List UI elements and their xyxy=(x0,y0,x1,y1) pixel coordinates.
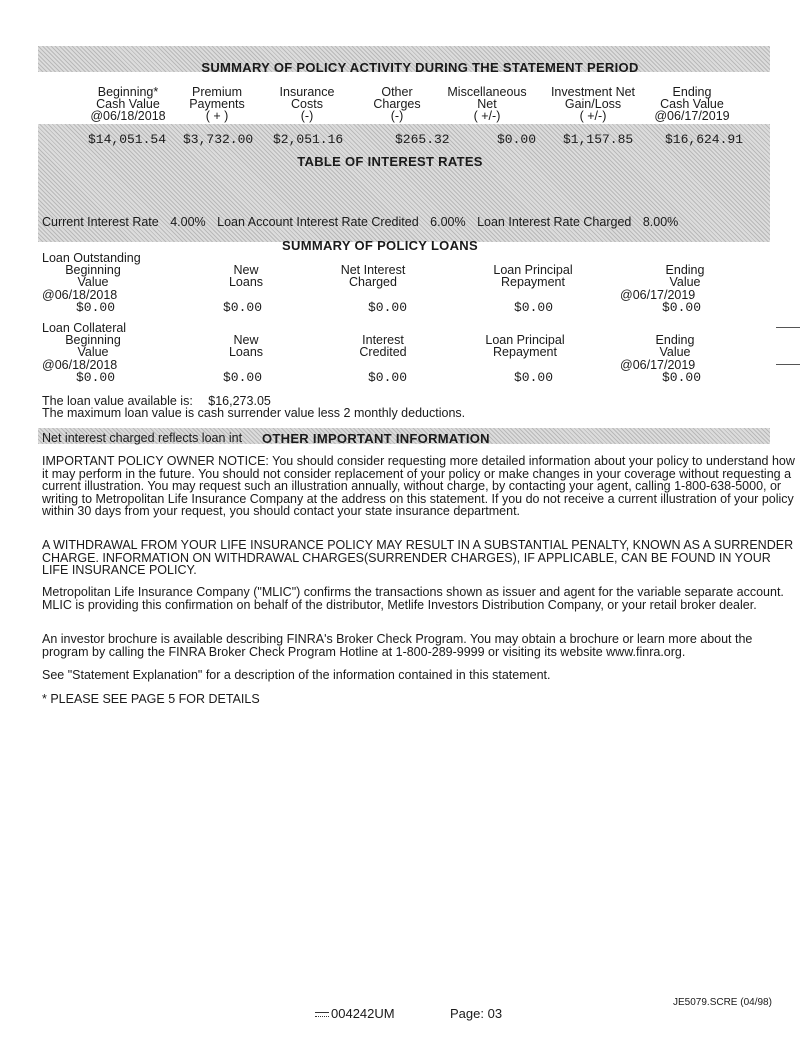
policy-loans-title: SUMMARY OF POLICY LOANS xyxy=(282,238,478,253)
activity-value-beginning: $14,051.54 xyxy=(88,132,167,147)
activity-col-misc: Miscellaneous Net ( +/-) xyxy=(447,85,527,123)
outstanding-ending-header: Ending Value xyxy=(665,263,705,289)
collateral-ending-value: $0.00 xyxy=(662,370,702,385)
collateral-repay-value: $0.00 xyxy=(514,370,554,385)
loan-value-amount: $16,273.05 xyxy=(208,394,271,408)
scan-mark xyxy=(776,364,800,365)
policy-activity-title: SUMMARY OF POLICY ACTIVITY DURING THE STATEMENT PERIOD xyxy=(201,60,639,75)
outstanding-net-value: $0.00 xyxy=(368,300,408,315)
doc-id-line xyxy=(315,1006,395,1021)
policy-owner-notice: IMPORTANT POLICY OWNER NOTICE: You should consider requesting more detailed information about your policy to understand how it may perform in the future. You should not consider replacement of your policy or make changes in your coverage without requesting a current illustration. You may request such an illustration annually, without charge, by contacting your agent, calling 1-800-638-5000, or writing to Metropolitan Life Insurance Company at the address on this statement. If you do not receive a current illustration of your policy within 30 days from your request, you should contact your state insurance department. xyxy=(42,454,795,518)
activity-value-premium: $3,732.00 xyxy=(183,132,254,147)
mlic-confirmation: Metropolitan Life Insurance Company ("MLIC") confirms the transactions shown as issuer and agent for the variable separate account. MLIC is providing this confirmation on behalf of the distributor, Metlife Investors Distribution Company, or your retail broker dealer. xyxy=(42,585,784,612)
outstanding-repay-value: $0.00 xyxy=(514,300,554,315)
charged-rate-value: 8.00% xyxy=(642,215,679,229)
current-rate-value: 4.00% xyxy=(170,215,206,229)
finra-brochure: An investor brochure is available describing FINRA's Broker Check Program. You may obtain a brochure or learn more about the program by calling the FINRA Broker Check Program Hotline at 1-800-289-9999 or visiting its website www.finra.org. xyxy=(42,632,753,659)
activity-col-ending: Ending Cash Value @06/17/2019 xyxy=(654,85,730,123)
scan-mark xyxy=(776,327,800,328)
collateral-new-header: New Loans xyxy=(228,333,264,359)
collateral-beginning-date: @06/18/2018 xyxy=(42,358,118,372)
loan-outstanding-label: Loan Outstanding xyxy=(42,251,141,265)
activity-col-investment: Investment Net Gain/Loss ( +/-) xyxy=(550,85,636,123)
interest-rates-title: TABLE OF INTEREST RATES xyxy=(297,154,483,169)
activity-value-investment: $1,157.85 xyxy=(563,132,634,147)
credited-rate-label: Loan Account Interest Rate Credited xyxy=(217,215,419,229)
loan-value-label: The loan value available is: xyxy=(42,394,193,408)
loan-collateral-label: Loan Collateral xyxy=(42,321,127,335)
activity-value-misc: $0.00 xyxy=(497,132,537,147)
outstanding-repay-header: Loan Principal Repayment xyxy=(493,263,573,289)
net-interest-note: Net interest charged reflects loan int xyxy=(42,431,243,445)
activity-col-beginning: Beginning* Cash Value @06/18/2018 xyxy=(90,85,166,123)
outstanding-new-value: $0.00 xyxy=(223,300,263,315)
outstanding-new-header: New Loans xyxy=(228,263,264,289)
max-loan-note: The maximum loan value is cash surrender value less 2 monthly deductions. xyxy=(42,406,466,420)
outstanding-beginning-value: $0.00 xyxy=(76,300,116,315)
other-info-title: OTHER IMPORTANT INFORMATION xyxy=(262,431,490,446)
doc-id: 004242UM xyxy=(331,1006,395,1021)
current-rate-label: Current Interest Rate xyxy=(42,215,159,229)
activity-col-premium: Premium Payments ( + ) xyxy=(189,85,245,123)
collateral-interest-value: $0.00 xyxy=(368,370,408,385)
activity-value-other: $265.32 xyxy=(395,132,450,147)
collateral-new-value: $0.00 xyxy=(223,370,263,385)
collateral-repay-header: Loan Principal Repayment xyxy=(485,333,565,359)
collateral-beginning-header: Beginning Value xyxy=(65,333,121,359)
activity-value-insurance: $2,051.16 xyxy=(273,132,344,147)
outstanding-ending-date: @06/17/2019 xyxy=(620,288,696,302)
activity-col-insurance: Insurance Costs (-) xyxy=(279,85,335,123)
charged-rate-label: Loan Interest Rate Charged xyxy=(477,215,632,229)
collateral-ending-header: Ending Value xyxy=(655,333,695,359)
outstanding-net-header: Net Interest Charged xyxy=(340,263,406,289)
interest-rates-row xyxy=(42,216,800,228)
statement-explanation-note: See "Statement Explanation" for a description of the information contained in this statement. xyxy=(42,668,551,682)
page-number: Page: 03 xyxy=(450,1006,503,1021)
outstanding-ending-value: $0.00 xyxy=(662,300,702,315)
credited-rate-value: 6.00% xyxy=(430,215,466,229)
outstanding-beginning-header: Beginning Value xyxy=(65,263,121,289)
collateral-ending-date: @06/17/2019 xyxy=(620,358,696,372)
withdrawal-warning: A WITHDRAWAL FROM YOUR LIFE INSURANCE POLICY MAY RESULT IN A SUBSTANTIAL PENALTY, KNOWN AS A SURRENDER CHARGE. INFORMATION ON WITHDRAWAL CHARGES(SURRENDER CHARGES), IF APPLICABLE, CAN BE FOUND IN YOUR LIFE INSURANCE POLICY. xyxy=(42,538,794,577)
doc-id-mark xyxy=(315,1012,329,1017)
outstanding-beginning-date: @06/18/2018 xyxy=(42,288,118,302)
activity-col-other: Other Charges (-) xyxy=(373,85,421,123)
see-page-note: * PLEASE SEE PAGE 5 FOR DETAILS xyxy=(42,692,260,706)
form-code: JE5079.SCRE (04/98) xyxy=(673,997,772,1008)
collateral-beginning-value: $0.00 xyxy=(76,370,116,385)
collateral-interest-header: Interest Credited xyxy=(359,333,407,359)
activity-value-ending: $16,624.91 xyxy=(665,132,744,147)
